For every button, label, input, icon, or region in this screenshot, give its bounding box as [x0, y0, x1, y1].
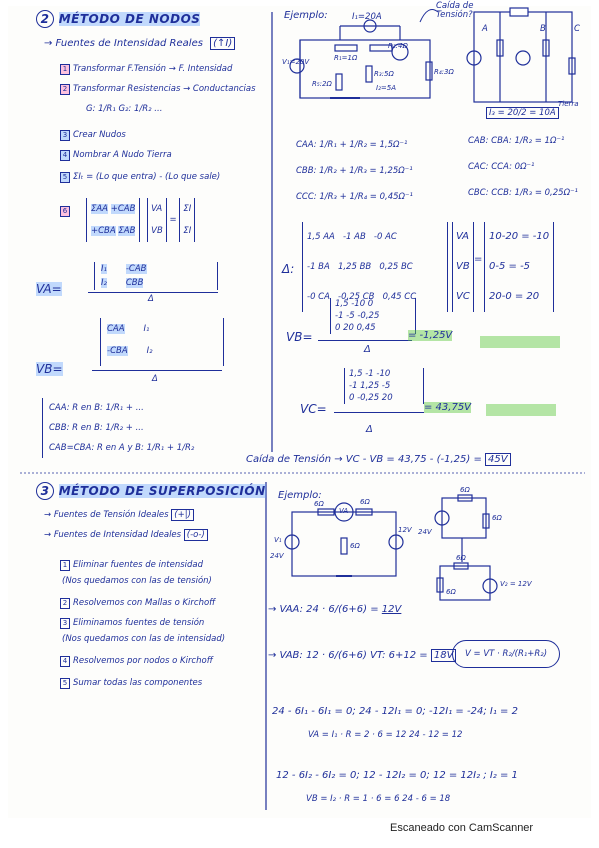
section2-subtitle: → Fuentes de Intensidad Reales (↑I) [44, 38, 235, 49]
s3-v1: V₁ [274, 536, 282, 544]
ex-node-c: C [574, 24, 580, 34]
s3-step-2: 2 Resolvemos con Mallas o Kirchoff [60, 598, 215, 609]
section2-heading: MÉTODO DE NODOS [58, 12, 201, 26]
ex-node-b: B [540, 24, 546, 34]
vb-calc-den: Δ [364, 344, 371, 355]
ex-r1: R₁=1Ω [334, 54, 358, 62]
vab-line: → VAB: 12 · 6/(6+6) VT: 6+12 = 18V [268, 650, 456, 661]
s3-step-1b: (Nos quedamos con las de tensión) [62, 576, 212, 586]
ex-r4: R₄:3Ω [434, 68, 454, 76]
s3-sub2-r2: 6Ω [446, 588, 456, 596]
conductance-list-left: CAA: 1/R₁ + 1/R₂ = 1,5Ω⁻¹ CBB: 1/R₂ + 1/R₃ = 1,25Ω⁻¹ CCC: 1/R₃ + 1/R₄ = 0,45Ω⁻¹ [296, 140, 413, 202]
section3-heading: MÉTODO DE SUPERPOSICIÓN [58, 484, 266, 498]
eq1b: VA = I₁ · R = 2 · 6 = 12 24 - 12 = 12 [308, 730, 463, 740]
ex-r2: R₂:4Ω [388, 42, 408, 50]
s2-step-5: 5 ΣIₜ = (Lo que entra) - (Lo que sale) [60, 172, 220, 183]
s3-example-label: Ejemplo: [278, 490, 322, 501]
vc-calc-matrix: 1,5 -1 -10 -1 1,25 -5 0 -0,25 20 [344, 368, 424, 404]
delta-label: Δ: [282, 262, 295, 276]
s2-step-2b: G: 1/R₁ G₂: 1/R₂ ... [86, 104, 163, 114]
ex-i1: I₁=20A [352, 12, 382, 22]
s3-sub2: → Fuentes de Intensidad Ideales (-o-) [44, 530, 208, 540]
scanner-footer: Escaneado con CamScanner [390, 822, 534, 834]
eq1: 24 - 6I₁ - 6I₁ = 0; 24 - 12I₁ = 0; -12I₁ = -24; I₁ = 2 [272, 706, 518, 717]
s3-r-b: 6Ω [360, 498, 370, 506]
delta-equals: = [474, 254, 483, 265]
s3-step-3: 3 Eliminamos fuentes de tensión [60, 618, 204, 629]
s2-step-3: 3 Crear Nudos [60, 130, 126, 141]
vc-calc-result: = 43,75V [424, 402, 472, 413]
s2-step-6: 6 [60, 206, 73, 217]
s3-r-a: 6Ω [314, 500, 324, 508]
eq2b: VB = I₂ · R = 1 · 6 = 6 24 - 6 = 18 [306, 794, 451, 804]
caida-result: 45V [485, 453, 511, 466]
conductance-list-right: CAB: CBA: 1/R₂ = 1Ω⁻¹ CAC: CCA: 0Ω⁻¹ CBC: CCB: 1/R₃ = 0,25Ω⁻¹ [468, 136, 578, 198]
delta-rhs: 10-20 = -10 0-5 = -5 20-0 = 20 [484, 222, 554, 312]
ex-vs: V₁=20V [282, 58, 310, 66]
s3-sub2-v: V₂ = 12V [500, 580, 532, 588]
ex-caida: Caída de Tensión? [436, 1, 474, 20]
vb-calc-result: = -1,25V [408, 330, 453, 341]
delta-vector: VA VB VC [452, 222, 474, 312]
s3-sub1-v: 24V [418, 528, 432, 536]
s3-step-5: 5 Sumar todas las componentes [60, 678, 202, 689]
s3-sub1-r: 6Ω [460, 486, 470, 494]
ex-node-a: A [482, 24, 488, 34]
s3-v2: 12V [398, 526, 412, 534]
section3-number: 3 [36, 482, 54, 500]
caida-line: Caída de Tensión → VC - VB = 43,75 - (-1,25) = 45V [246, 454, 511, 465]
s2-matrix: ΣAA +CAB +CBA ΣAB VA VB = ΣI ΣI [86, 198, 195, 242]
s3-step-3b: (Nos quedamos con las de intensidad) [62, 634, 226, 644]
s3-step-4: 4 Resolvemos por nodos o Kirchoff [60, 656, 213, 667]
ex-r3: R₃:5Ω [374, 70, 394, 78]
s2-step-2: 2 Transformar Resistencias → Conductancias [60, 84, 256, 95]
s3-r-c: 6Ω [350, 542, 360, 550]
ex-r5: R₅:2Ω [312, 80, 332, 88]
s2-step-1: 1 Transformar F.Tensión → F. Intensidad [60, 64, 232, 75]
divider-formula: V = VT · R₂/(R₁+R₂) [452, 640, 560, 668]
vc-calc-label: VC= [300, 402, 327, 416]
s2-step-4: 4 Nombrar A Nudo Tierra [60, 150, 172, 161]
vb-calc-label: VB= [286, 330, 313, 344]
s3-va: VA [339, 507, 349, 515]
ex-i2: I₂=5A [376, 84, 396, 92]
ex-tierra: Tierra [558, 100, 579, 108]
vc-calc-den: Δ [366, 424, 373, 435]
conductance-definitions: CAA: R en B: 1/R₁ + ... CBB: R en B: 1/R₂ + ... CAB=CBA: R en A y B: 1/R₁ + 1/R₂ [42, 398, 194, 458]
s3-step-1: 1 Eliminar fuentes de intensidad [60, 560, 203, 571]
s2-example-label: Ejemplo: [284, 10, 328, 21]
ex-i3: I₃ = 20/2 = 10A [486, 108, 559, 118]
s3-sub2-r: 6Ω [456, 554, 466, 562]
s3-sub1: → Fuentes de Tensión Ideales (+|) [44, 510, 194, 520]
s3-sub1-r2: 6Ω [492, 514, 502, 522]
section2-number: 2 [36, 10, 54, 28]
vaa-line: → VAA: 24 · 6/(6+6) = 12V [268, 604, 402, 615]
delta-matrix: 1,5 AA -1 AB -0 AC -1 BA 1,25 BB 0,25 BC -0 CA -0,25 CB 0,45 CC [302, 222, 448, 312]
eq2: 12 - 6I₂ - 6I₂ = 0; 12 - 12I₂ = 0; 12 = 12I₂ ; I₂ = 1 [276, 770, 518, 781]
s3-v1-val: 24V [270, 552, 284, 560]
vb-calc-matrix: 1,5 -10 0 -1 -5 -0,25 0 20 0,45 [330, 298, 416, 334]
